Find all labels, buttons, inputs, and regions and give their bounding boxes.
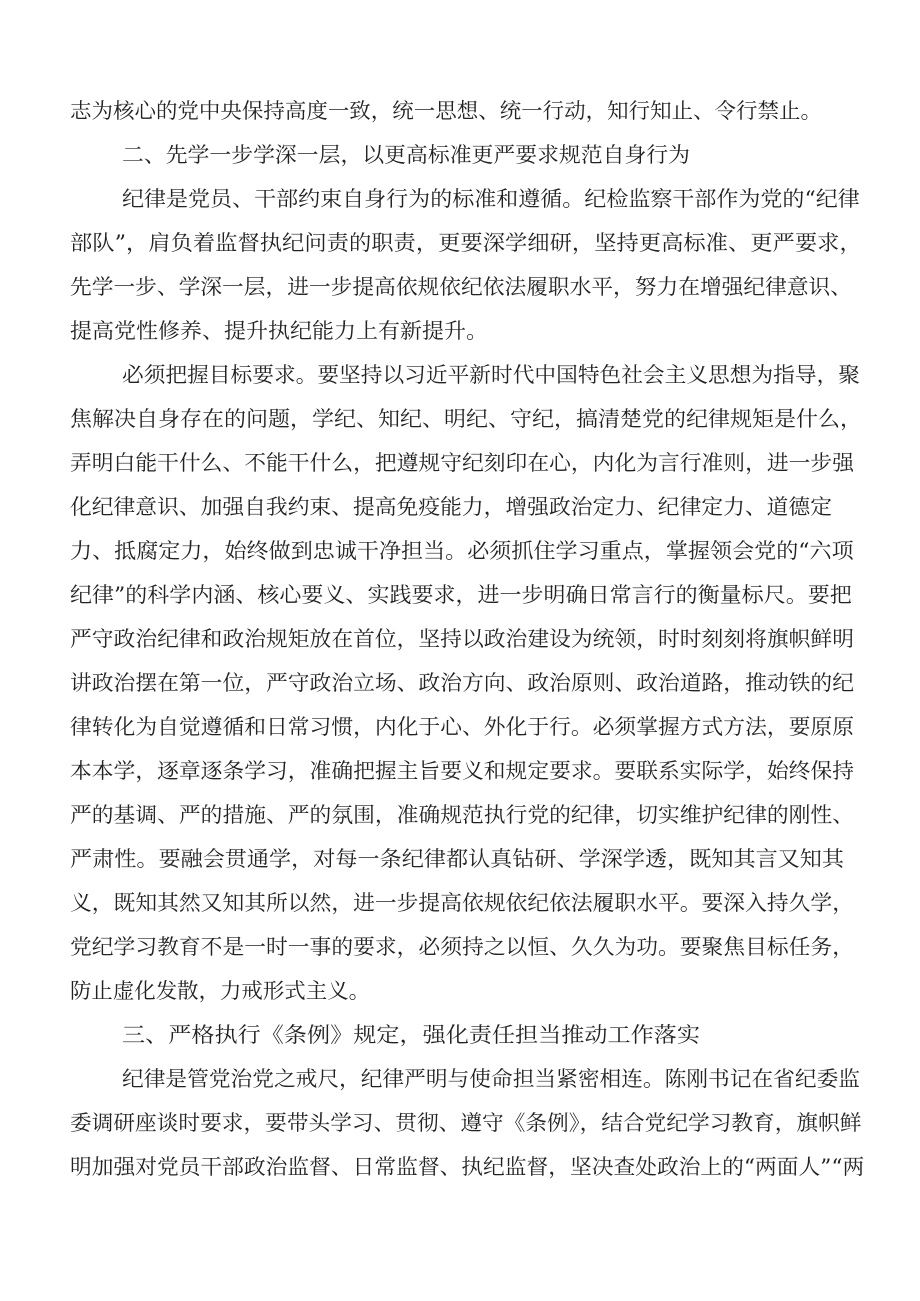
text-line: 明加强对党员干部政治监督、日常监督、执纪监督，坚决查处政治上的“两面人”“两 — [70, 1155, 865, 1179]
text-line: 严守政治纪律和政治规矩放在首位，坚持以政治建设为统领，时时刻刻将旗帜鲜明 — [70, 627, 854, 651]
text-line: 弄明白能干什么、不能干什么，把遵规守纪刻印在心，内化为言行准则，进一步强 — [70, 451, 854, 475]
text-line: 严的基调、严的措施、严的氛围，准确规范执行党的纪律，切实维护纪律的刚性、 — [70, 803, 854, 827]
text-line: 本本学，逐章逐条学习，准确把握主旨要义和规定要求。要联系实际学，始终保持 — [70, 759, 854, 783]
text-line: 纪律是管党治党之戒尺，纪律严明与使命担当紧密相连。陈刚书记在省纪委监 — [122, 1067, 860, 1091]
text-line: 纪律是党员、干部约束自身行为的标准和遵循。纪检监察干部作为党的“纪律 — [122, 187, 860, 211]
text-line: 义，既知其然又知其所以然，进一步提高依规依纪依法履职水平。要深入持久学， — [70, 891, 854, 915]
text-line: 党纪学习教育不是一时一事的要求，必须持之以恒、久久为功。要聚焦目标任务， — [70, 935, 854, 959]
text-line: 纪律”的科学内涵、核心要义、实践要求，进一步明确日常言行的衡量标尺。要把 — [70, 583, 852, 607]
text-line: 志为核心的党中央保持高度一致，统一思想、统一行动，知行知止、令行禁止。 — [70, 99, 822, 123]
text-line: 讲政治摆在第一位，严守政治立场、政治方向、政治原则、政治道路，推动铁的纪 — [70, 671, 854, 695]
text-line: 部队”，肩负着监督执纪问责的职责，更要深学细研，坚持更高标准、更严要求， — [70, 231, 862, 255]
section-heading: 三、严格执行《条例》规定，强化责任担当推动工作落实 — [122, 1023, 701, 1047]
text-line: 力、抵腐定力，始终做到忠诚干净担当。必须抓住学习重点，掌握领会党的“六项 — [70, 539, 854, 563]
text-line: 先学一步、学深一层，进一步提高依规依纪依法履职水平，努力在增强纪律意识、 — [70, 275, 853, 299]
text-line: 焦解决自身存在的问题，学纪、知纪、明纪、守纪，搞清楚党的纪律规矩是什么， — [70, 407, 862, 431]
section-heading: 二、先学一步学深一层，以更高标准更严要求规范自身行为 — [122, 143, 691, 167]
text-line: 必须把握目标要求。要坚持以习近平新时代中国特色社会主义思想为指导，聚 — [122, 363, 860, 387]
text-line: 委调研座谈时要求，要带头学习、贯彻、遵守《条例》，结合党纪学习教育，旗帜鲜 — [70, 1111, 862, 1135]
text-line: 严肃性。要融会贯通学，对每一条纪律都认真钻研、学深学透，既知其言又知其 — [70, 847, 845, 871]
text-line: 律转化为自觉遵循和日常习惯，内化于心、外化于行。必须掌握方式方法，要原原 — [70, 715, 854, 739]
text-line: 提高党性修养、提升执纪能力上有新提升。 — [70, 319, 488, 343]
text-line: 化纪律意识、加强自我约束、提高免疫能力，增强政治定力、纪律定力、道德定 — [70, 495, 832, 519]
text-line: 防止虚化发散，力戒形式主义。 — [70, 979, 370, 1003]
